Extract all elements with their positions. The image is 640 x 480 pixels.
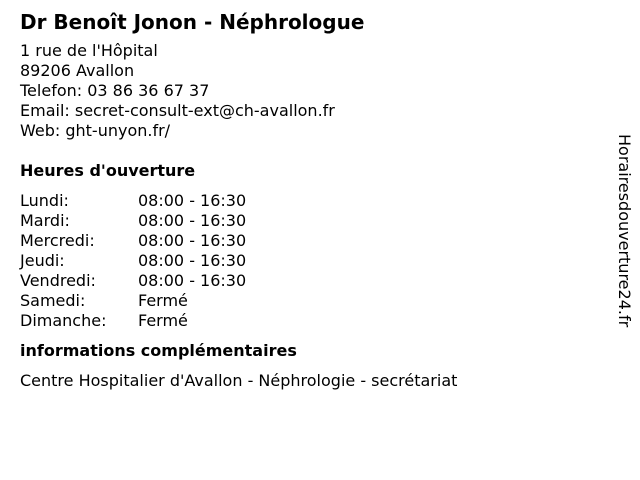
hours-row-tuesday: [20, 211, 600, 231]
phone-line: Telefon: 03 86 36 67 37: [20, 81, 210, 100]
web-line: Web: ght-unyon.fr/: [20, 121, 171, 140]
hours-row-sunday: [20, 311, 600, 331]
day-label: Mardi:: [20, 211, 70, 230]
hours-value: Fermé: [138, 311, 188, 330]
hours-value: 08:00 - 16:30: [138, 271, 247, 290]
info-text: Centre Hospitalier d'Avallon - Néphrologie - secrétariat: [20, 371, 458, 390]
hours-heading: Heures d'ouverture: [20, 161, 196, 180]
brand-watermark: Horairesdouverture24.fr: [615, 134, 634, 328]
day-label: Vendredi:: [20, 271, 96, 290]
hours-value: Fermé: [138, 291, 188, 310]
day-label: Samedi:: [20, 291, 86, 310]
address-city: 89206 Avallon: [20, 61, 135, 80]
info-heading: informations complémentaires: [20, 341, 297, 360]
address-street: 1 rue de l'Hôpital: [20, 41, 158, 60]
day-label: Lundi:: [20, 191, 69, 210]
hours-value: 08:00 - 16:30: [138, 251, 247, 270]
hours-row-friday: [20, 271, 600, 291]
day-label: Jeudi:: [20, 251, 65, 270]
day-label: Dimanche:: [20, 311, 107, 330]
hours-row-wednesday: [20, 231, 600, 251]
hours-value: 08:00 - 16:30: [138, 211, 247, 230]
hours-row-thursday: [20, 251, 600, 271]
page-title: Dr Benoît Jonon - Néphrologue: [20, 10, 365, 34]
hours-value: 08:00 - 16:30: [138, 231, 247, 250]
email-line: Email: secret-consult-ext@ch-avallon.fr: [20, 101, 335, 120]
hours-row-saturday: [20, 291, 600, 311]
listing-card: [20, 9, 600, 391]
opening-hours-table: [20, 191, 600, 331]
hours-row-monday: [20, 191, 600, 211]
hours-value: 08:00 - 16:30: [138, 191, 247, 210]
day-label: Mercredi:: [20, 231, 95, 250]
